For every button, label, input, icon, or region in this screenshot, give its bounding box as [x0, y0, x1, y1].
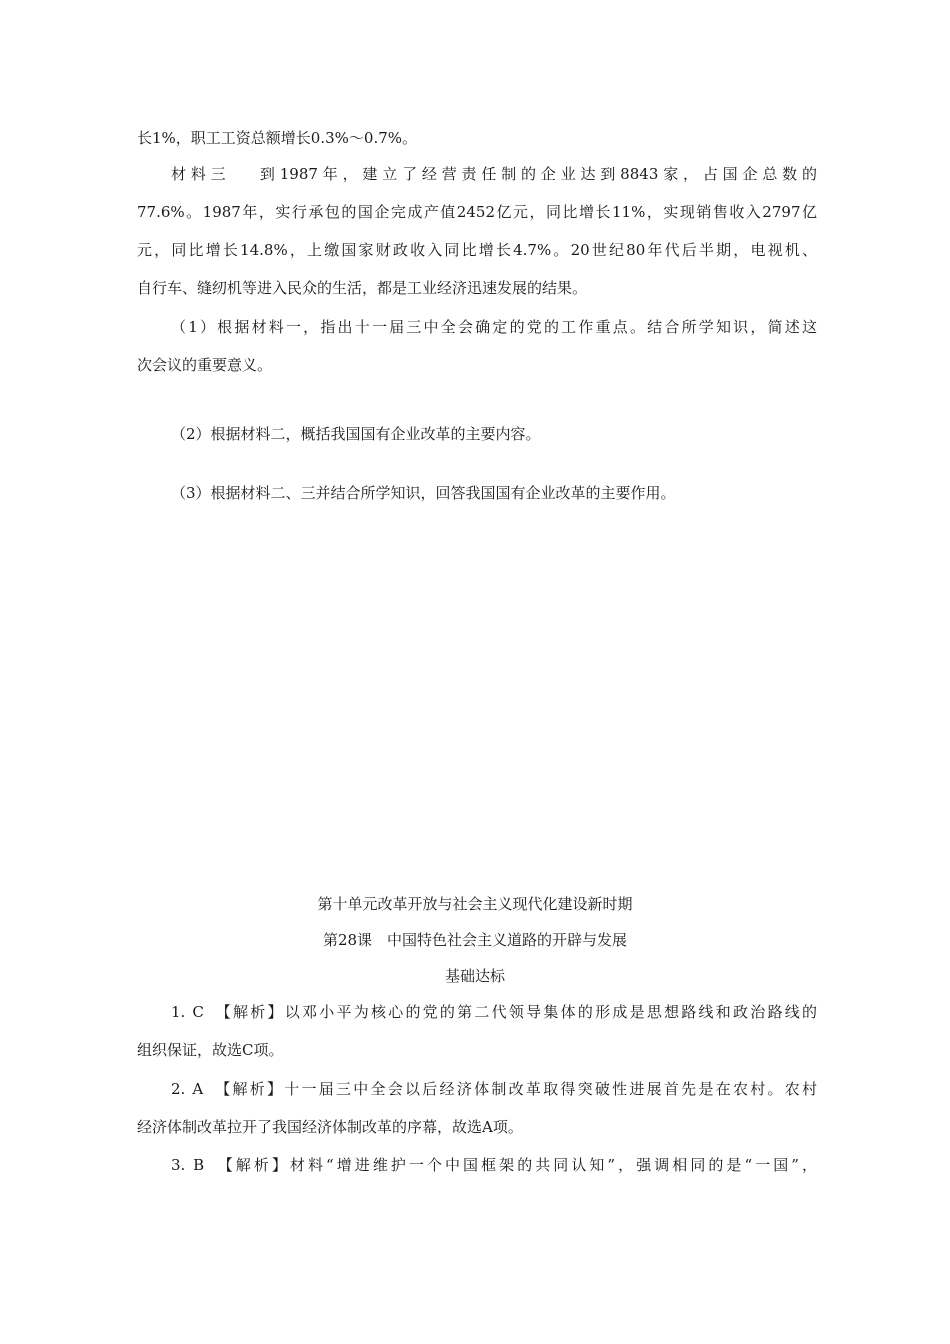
question-2: （2）根据材料二，概括我国国有企业改革的主要内容。	[171, 425, 541, 443]
unit-title: 第十单元改革开放与社会主义现代化建设新时期	[317, 895, 633, 913]
answer-3-line-1: 3. B 【解析】材料“增进维护一个中国框架的共同认知”，强调相同的是“一国”，	[171, 1156, 817, 1174]
lesson-title: 第28课 中国特色社会主义道路的开辟与发展	[322, 931, 628, 949]
question-3: （3）根据材料二、三并结合所学知识，回答我国国有企业改革的主要作用。	[171, 484, 676, 502]
answer-2-line-2: 经济体制改革拉开了我国经济体制改革的序幕，故选A项。	[137, 1118, 523, 1136]
section-title: 基础达标	[444, 967, 505, 985]
material3-line-2: 77.6%。1987年，实行承包的国企完成产值2452亿元，同比增长11%，实现销售收入2797亿	[137, 203, 817, 221]
answer-2-line-1: 2. A 【解析】十一届三中全会以后经济体制改革取得突破性进展首先是在农村。农村	[171, 1080, 817, 1098]
material3-line-4: 自行车、缝纫机等进入民众的生活，都是工业经济迅速发展的结果。	[137, 279, 588, 297]
question-1-line-2: 次会议的重要意义。	[137, 356, 273, 374]
material3-line-3: 元，同比增长14.8%，上缴国家财政收入同比增长4.7%。20世纪80年代后半期，电视机、	[137, 241, 817, 259]
continuation-line: 长1%，职工工资总额增长0.3%～0.7%。	[137, 129, 418, 147]
answer-1-line-1: 1. C 【解析】以邓小平为核心的党的第二代领导集体的形成是思想路线和政治路线的	[171, 1003, 817, 1021]
material3-line-1: 材料三 到1987年，建立了经营责任制的企业达到8843家，占国企总数的	[171, 165, 817, 183]
answer-1-line-2: 组织保证，故选C项。	[137, 1041, 284, 1059]
question-1-line-1: （1）根据材料一，指出十一届三中全会确定的党的工作重点。结合所学知识，简述这	[171, 318, 817, 336]
